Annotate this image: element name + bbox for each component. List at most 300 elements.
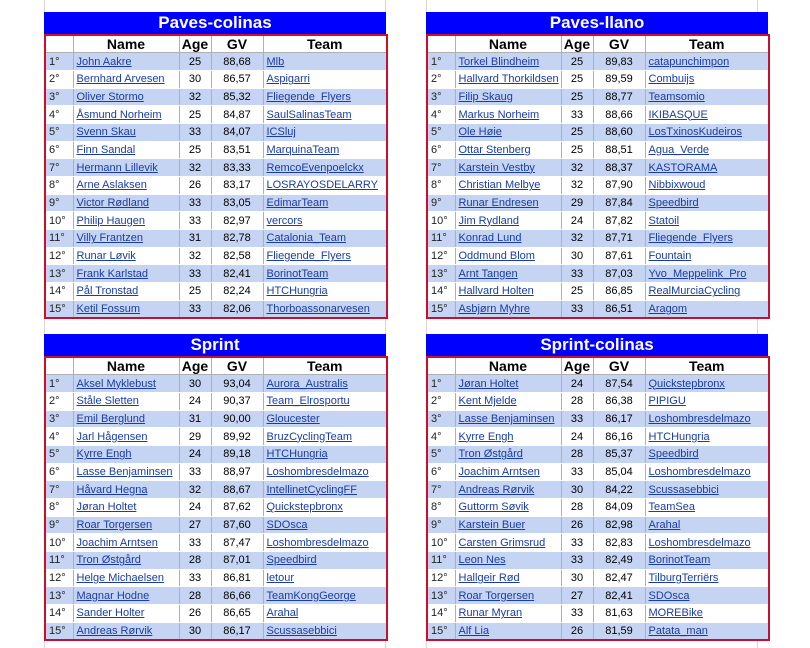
rider-link[interactable]: Leon Nes xyxy=(455,552,561,570)
team-link[interactable]: Aragom xyxy=(645,300,769,318)
table-title: Paves-llano xyxy=(426,12,768,34)
rider-link[interactable]: Aksel Myklebust xyxy=(73,375,179,393)
rider-link[interactable]: Bernhard Arvesen xyxy=(73,70,179,88)
header-team: Team xyxy=(645,357,769,375)
rider-link[interactable]: Christian Melbye xyxy=(455,177,561,195)
table-row xyxy=(427,481,769,499)
gv-cell: 88,68 xyxy=(211,53,263,71)
age-cell: 27 xyxy=(561,587,593,605)
table-row xyxy=(45,445,387,463)
rider-link[interactable]: Konrad Lund xyxy=(455,230,561,248)
rank-cell: 12° xyxy=(45,247,73,265)
rank-cell: 9° xyxy=(45,516,73,534)
team-link[interactable]: Catalonia_Team xyxy=(263,230,387,248)
rank-cell: 14° xyxy=(45,605,73,623)
table-row xyxy=(45,88,387,106)
rank-cell: 8° xyxy=(427,177,455,195)
team-link[interactable]: Fliegende_Flyers xyxy=(263,247,387,265)
team-link[interactable]: HTCHungria xyxy=(645,428,769,446)
team-link[interactable]: Gloucester xyxy=(263,410,387,428)
rank-cell: 8° xyxy=(427,499,455,517)
rider-link[interactable]: Arne Aslaksen xyxy=(73,177,179,195)
rank-cell: 1° xyxy=(45,375,73,393)
gv-cell: 87,82 xyxy=(593,212,645,230)
gv-cell: 82,58 xyxy=(211,247,263,265)
rank-cell: 14° xyxy=(427,283,455,301)
gv-cell: 82,41 xyxy=(593,587,645,605)
rank-cell: 15° xyxy=(427,622,455,640)
age-cell: 31 xyxy=(179,410,211,428)
rider-link[interactable]: Ståle Sletten xyxy=(73,392,179,410)
table-row xyxy=(427,587,769,605)
gv-cell: 83,17 xyxy=(211,177,263,195)
rider-link[interactable]: Ole Høie xyxy=(455,123,561,141)
rank-cell: 1° xyxy=(427,53,455,71)
rank-cell: 7° xyxy=(45,159,73,177)
team-link[interactable]: Scussasebbici xyxy=(263,622,387,640)
table-row xyxy=(45,499,387,517)
table-row xyxy=(45,534,387,552)
table-row xyxy=(45,141,387,159)
rider-link[interactable]: Jøran Holtet xyxy=(455,375,561,393)
table-row xyxy=(45,392,387,410)
gv-cell: 83,51 xyxy=(211,141,263,159)
table-row xyxy=(427,516,769,534)
table-title: Paves-colinas xyxy=(44,12,386,34)
rider-link[interactable]: Tron Østgård xyxy=(455,445,561,463)
rank-cell: 2° xyxy=(427,70,455,88)
gv-cell: 87,60 xyxy=(211,516,263,534)
table-row xyxy=(427,552,769,570)
team-link[interactable]: Loshombresdelmazo xyxy=(645,534,769,552)
table-row xyxy=(427,194,769,212)
rank-cell: 7° xyxy=(427,159,455,177)
team-link[interactable]: Arahal xyxy=(263,605,387,623)
team-link[interactable]: LOSRAYOSDELARRY xyxy=(263,177,387,195)
age-cell: 28 xyxy=(179,552,211,570)
gv-cell: 89,92 xyxy=(211,428,263,446)
rider-link[interactable]: Oliver Stormo xyxy=(73,88,179,106)
table-row xyxy=(45,53,387,71)
team-link[interactable]: Mlb xyxy=(263,53,387,71)
header-rank xyxy=(45,35,73,53)
age-cell: 25 xyxy=(561,88,593,106)
table-row xyxy=(45,265,387,283)
gv-cell: 82,78 xyxy=(211,230,263,248)
table-row xyxy=(427,247,769,265)
header-rank xyxy=(427,357,455,375)
rider-link[interactable]: Joachim Arntsen xyxy=(455,463,561,481)
table-row xyxy=(45,587,387,605)
gv-cell: 85,32 xyxy=(211,88,263,106)
age-cell: 24 xyxy=(561,428,593,446)
gv-cell: 89,18 xyxy=(211,445,263,463)
team-link[interactable]: Fliegende_Flyers xyxy=(645,230,769,248)
table-row xyxy=(45,300,387,318)
team-link[interactable]: EdimarTeam xyxy=(263,194,387,212)
rider-link[interactable]: Helge Michaelsen xyxy=(73,569,179,587)
team-link[interactable]: Yvo_Meppelink_Pro xyxy=(645,265,769,283)
rider-link[interactable]: Jøran Holtet xyxy=(73,499,179,517)
team-link[interactable]: SDOsca xyxy=(645,587,769,605)
rank-cell: 10° xyxy=(427,534,455,552)
table-row xyxy=(427,605,769,623)
ranking-table xyxy=(426,356,770,641)
team-link[interactable]: Team_Elrosportu xyxy=(263,392,387,410)
team-link[interactable]: RemcoEvenpoelckx xyxy=(263,159,387,177)
team-link[interactable]: HTCHungria xyxy=(263,445,387,463)
rank-cell: 11° xyxy=(45,230,73,248)
gv-cell: 86,57 xyxy=(211,70,263,88)
gv-cell: 89,83 xyxy=(593,53,645,71)
team-link[interactable]: Loshombresdelmazo xyxy=(645,463,769,481)
team-link[interactable]: Nibbixwoud xyxy=(645,177,769,195)
rider-link[interactable]: Frank Karlstad xyxy=(73,265,179,283)
rider-link[interactable]: John Aakre xyxy=(73,53,179,71)
table-row xyxy=(427,283,769,301)
rider-link[interactable]: Ketil Fossum xyxy=(73,300,179,318)
rank-cell: 5° xyxy=(427,123,455,141)
header-name: Name xyxy=(73,357,179,375)
rider-link[interactable]: Pål Tronstad xyxy=(73,283,179,301)
rider-link[interactable]: Hallgeir Rød xyxy=(455,569,561,587)
table-row xyxy=(427,375,769,393)
gv-cell: 87,62 xyxy=(211,499,263,517)
team-link[interactable]: Teamsomio xyxy=(645,88,769,106)
team-link[interactable]: BorinotTeam xyxy=(263,265,387,283)
team-link[interactable]: BruzCyclingTeam xyxy=(263,428,387,446)
header-name: Name xyxy=(73,35,179,53)
gv-cell: 82,06 xyxy=(211,300,263,318)
rank-cell: 11° xyxy=(427,230,455,248)
age-cell: 33 xyxy=(179,463,211,481)
header-age: Age xyxy=(561,35,593,53)
table-row xyxy=(45,123,387,141)
gv-cell: 85,37 xyxy=(593,445,645,463)
table-row xyxy=(427,534,769,552)
table-row xyxy=(45,159,387,177)
gv-cell: 86,17 xyxy=(211,622,263,640)
team-link[interactable]: IntellinetCyclingFF xyxy=(263,481,387,499)
header-age: Age xyxy=(179,35,211,53)
age-cell: 32 xyxy=(561,159,593,177)
rank-cell: 12° xyxy=(427,247,455,265)
gv-cell: 86,16 xyxy=(593,428,645,446)
team-link[interactable]: RealMurciaCycling xyxy=(645,283,769,301)
age-cell: 24 xyxy=(561,375,593,393)
gv-cell: 84,87 xyxy=(211,106,263,124)
age-cell: 24 xyxy=(179,392,211,410)
header-row xyxy=(45,35,387,53)
table-row xyxy=(427,463,769,481)
table-row xyxy=(427,123,769,141)
rank-cell: 14° xyxy=(45,283,73,301)
header-gv: GV xyxy=(211,357,263,375)
rank-cell: 13° xyxy=(45,587,73,605)
rider-link[interactable]: Alf Lia xyxy=(455,622,561,640)
rank-cell: 11° xyxy=(45,552,73,570)
rank-cell: 5° xyxy=(45,445,73,463)
rank-cell: 4° xyxy=(427,106,455,124)
age-cell: 30 xyxy=(179,70,211,88)
rider-link[interactable]: Andreas Rørvik xyxy=(455,481,561,499)
team-link[interactable]: HTCHungria xyxy=(263,283,387,301)
gv-cell: 86,38 xyxy=(593,392,645,410)
team-link[interactable]: vercors xyxy=(263,212,387,230)
header-row xyxy=(427,35,769,53)
rider-link[interactable]: Filip Skaug xyxy=(455,88,561,106)
team-link[interactable]: MarquinaTeam xyxy=(263,141,387,159)
rank-cell: 8° xyxy=(45,499,73,517)
age-cell: 32 xyxy=(179,481,211,499)
age-cell: 30 xyxy=(561,569,593,587)
table-row xyxy=(45,552,387,570)
rank-cell: 8° xyxy=(45,177,73,195)
age-cell: 27 xyxy=(179,516,211,534)
gv-cell: 88,66 xyxy=(593,106,645,124)
rank-cell: 13° xyxy=(45,265,73,283)
rank-cell: 7° xyxy=(45,481,73,499)
age-cell: 26 xyxy=(561,622,593,640)
age-cell: 25 xyxy=(561,70,593,88)
team-link[interactable]: Agua_Verde xyxy=(645,141,769,159)
team-link[interactable]: Scussasebbici xyxy=(645,481,769,499)
rider-link[interactable]: Victor Rødland xyxy=(73,194,179,212)
rider-link[interactable]: Villy Frantzen xyxy=(73,230,179,248)
table-row xyxy=(45,481,387,499)
rider-link[interactable]: Roar Torgersen xyxy=(455,587,561,605)
rider-link[interactable]: Magnar Hodne xyxy=(73,587,179,605)
rider-link[interactable]: Runar Myran xyxy=(455,605,561,623)
team-link[interactable]: MOREBike xyxy=(645,605,769,623)
rider-link[interactable]: Tron Østgård xyxy=(73,552,179,570)
table-row xyxy=(427,212,769,230)
table-row xyxy=(45,428,387,446)
team-link[interactable]: IKIBASQUE xyxy=(645,106,769,124)
header-rank xyxy=(45,357,73,375)
age-cell: 33 xyxy=(561,605,593,623)
age-cell: 24 xyxy=(179,499,211,517)
rider-link[interactable]: Svenn Skau xyxy=(73,123,179,141)
age-cell: 33 xyxy=(561,534,593,552)
rider-link[interactable]: Lasse Benjaminsen xyxy=(73,463,179,481)
rider-link[interactable]: Torkel Blindheim xyxy=(455,53,561,71)
team-link[interactable]: BorinotTeam xyxy=(645,552,769,570)
team-link[interactable]: LosTxinosKudeiros xyxy=(645,123,769,141)
table-row xyxy=(45,106,387,124)
rank-cell: 10° xyxy=(45,534,73,552)
header-gv: GV xyxy=(593,357,645,375)
rider-link[interactable]: Håvard Hegna xyxy=(73,481,179,499)
rider-link[interactable]: Ottar Stenberg xyxy=(455,141,561,159)
age-cell: 32 xyxy=(179,159,211,177)
rank-cell: 5° xyxy=(45,123,73,141)
gv-cell: 82,41 xyxy=(211,265,263,283)
team-link[interactable]: Thorboassonarvesen xyxy=(263,300,387,318)
table-row xyxy=(427,569,769,587)
ranking-table xyxy=(426,34,770,319)
team-link[interactable]: TeamSea xyxy=(645,499,769,517)
gv-cell: 90,37 xyxy=(211,392,263,410)
table-row xyxy=(427,177,769,195)
rank-cell: 6° xyxy=(427,141,455,159)
gv-cell: 81,63 xyxy=(593,605,645,623)
rider-link[interactable]: Oddmund Blom xyxy=(455,247,561,265)
team-link[interactable]: SDOsca xyxy=(263,516,387,534)
rank-cell: 12° xyxy=(427,569,455,587)
age-cell: 30 xyxy=(561,481,593,499)
table-row xyxy=(427,499,769,517)
rider-link[interactable]: Hallvard Holten xyxy=(455,283,561,301)
team-link[interactable]: Loshombresdelmazo xyxy=(645,410,769,428)
table-row xyxy=(427,53,769,71)
team-link[interactable]: Speedbird xyxy=(645,194,769,212)
gv-cell: 82,47 xyxy=(593,569,645,587)
gv-cell: 87,61 xyxy=(593,247,645,265)
table-row xyxy=(45,605,387,623)
age-cell: 30 xyxy=(561,247,593,265)
rank-cell: 9° xyxy=(427,194,455,212)
age-cell: 33 xyxy=(561,265,593,283)
team-link[interactable]: Statoil xyxy=(645,212,769,230)
team-link[interactable]: catapunchimpon xyxy=(645,53,769,71)
team-link[interactable]: Loshombresdelmazo xyxy=(263,463,387,481)
age-cell: 24 xyxy=(179,445,211,463)
table-row xyxy=(427,428,769,446)
age-cell: 28 xyxy=(561,392,593,410)
age-cell: 33 xyxy=(561,300,593,318)
age-cell: 30 xyxy=(179,622,211,640)
rank-cell: 3° xyxy=(45,410,73,428)
age-cell: 33 xyxy=(561,106,593,124)
rider-link[interactable]: Runar Endresen xyxy=(455,194,561,212)
team-link[interactable]: Aurora_Australis xyxy=(263,375,387,393)
table-row xyxy=(45,247,387,265)
team-link[interactable]: TeamKongGeorge xyxy=(263,587,387,605)
gv-cell: 88,97 xyxy=(211,463,263,481)
rider-link[interactable]: Markus Norheim xyxy=(455,106,561,124)
team-link[interactable]: Speedbird xyxy=(263,552,387,570)
rider-link[interactable]: Finn Sandal xyxy=(73,141,179,159)
team-link[interactable]: TilburgTerriërs xyxy=(645,569,769,587)
rider-link[interactable]: Asbjørn Myhre xyxy=(455,300,561,318)
rider-link[interactable]: Roar Torgersen xyxy=(73,516,179,534)
age-cell: 33 xyxy=(179,300,211,318)
age-cell: 33 xyxy=(561,410,593,428)
rider-link[interactable]: Jim Rydland xyxy=(455,212,561,230)
team-link[interactable]: PIPIGU xyxy=(645,392,769,410)
header-gv: GV xyxy=(593,35,645,53)
header-team: Team xyxy=(263,357,387,375)
header-age: Age xyxy=(561,357,593,375)
team-link[interactable]: SaulSalinasTeam xyxy=(263,106,387,124)
table-row xyxy=(427,141,769,159)
rider-link[interactable]: Joachim Arntsen xyxy=(73,534,179,552)
team-link[interactable]: KASTORAMA xyxy=(645,159,769,177)
age-cell: 26 xyxy=(179,605,211,623)
rank-cell: 11° xyxy=(427,552,455,570)
ranking-panel xyxy=(44,12,386,319)
team-link[interactable]: Quickstepbronx xyxy=(645,375,769,393)
rank-cell: 2° xyxy=(45,392,73,410)
rank-cell: 13° xyxy=(427,265,455,283)
team-link[interactable]: Patata_man xyxy=(645,622,769,640)
rider-link[interactable]: Carsten Grimsrud xyxy=(455,534,561,552)
team-link[interactable]: ICSluj xyxy=(263,123,387,141)
age-cell: 33 xyxy=(561,463,593,481)
age-cell: 25 xyxy=(179,106,211,124)
rider-link[interactable]: Emil Berglund xyxy=(73,410,179,428)
table-row xyxy=(427,230,769,248)
rider-link[interactable]: Arnt Tangen xyxy=(455,265,561,283)
team-link[interactable]: Combuijs xyxy=(645,70,769,88)
rider-link[interactable]: Hermann Lillevik xyxy=(73,159,179,177)
table-row xyxy=(427,159,769,177)
team-link[interactable]: Aspigarri xyxy=(263,70,387,88)
gv-cell: 88,77 xyxy=(593,88,645,106)
rider-link[interactable]: Karstein Buer xyxy=(455,516,561,534)
team-link[interactable]: Fliegende_Flyers xyxy=(263,88,387,106)
team-link[interactable]: Speedbird xyxy=(645,445,769,463)
age-cell: 32 xyxy=(561,230,593,248)
gv-cell: 88,67 xyxy=(211,481,263,499)
ranking-panel xyxy=(426,12,768,319)
gv-cell: 81,59 xyxy=(593,622,645,640)
gv-cell: 87,47 xyxy=(211,534,263,552)
rider-link[interactable]: Sander Holter xyxy=(73,605,179,623)
rider-link[interactable]: Lasse Benjaminsen xyxy=(455,410,561,428)
rider-link[interactable]: Hallvard Thorkildsen xyxy=(455,70,561,88)
rider-link[interactable]: Karstein Vestby xyxy=(455,159,561,177)
rider-link[interactable]: Kyrre Engh xyxy=(455,428,561,446)
table-row xyxy=(45,463,387,481)
gv-cell: 87,71 xyxy=(593,230,645,248)
team-link[interactable]: Fountain xyxy=(645,247,769,265)
rider-link[interactable]: Kent Mjelde xyxy=(455,392,561,410)
rider-link[interactable]: Åsmund Norheim xyxy=(73,106,179,124)
age-cell: 32 xyxy=(179,247,211,265)
table-row xyxy=(45,410,387,428)
rank-cell: 2° xyxy=(427,392,455,410)
rider-link[interactable]: Andreas Rørvik xyxy=(73,622,179,640)
team-link[interactable]: Quickstepbronx xyxy=(263,499,387,517)
gv-cell: 86,66 xyxy=(211,587,263,605)
table-title: Sprint xyxy=(44,334,386,356)
team-link[interactable]: letour xyxy=(263,569,387,587)
rider-link[interactable]: Runar Løvik xyxy=(73,247,179,265)
rider-link[interactable]: Guttorm Søvik xyxy=(455,499,561,517)
table-row xyxy=(427,265,769,283)
header-row xyxy=(427,357,769,375)
rank-cell: 3° xyxy=(427,88,455,106)
gv-cell: 87,90 xyxy=(593,177,645,195)
gv-cell: 93,04 xyxy=(211,375,263,393)
gv-cell: 82,24 xyxy=(211,283,263,301)
rank-cell: 1° xyxy=(45,53,73,71)
age-cell: 28 xyxy=(561,499,593,517)
team-link[interactable]: Arahal xyxy=(645,516,769,534)
rank-cell: 13° xyxy=(427,587,455,605)
team-link[interactable]: Loshombresdelmazo xyxy=(263,534,387,552)
rank-cell: 6° xyxy=(45,463,73,481)
rider-link[interactable]: Jarl Hågensen xyxy=(73,428,179,446)
table-row xyxy=(427,106,769,124)
gv-cell: 86,51 xyxy=(593,300,645,318)
ranking-table xyxy=(44,34,388,319)
rider-link[interactable]: Philip Haugen xyxy=(73,212,179,230)
rider-link[interactable]: Kyrre Engh xyxy=(73,445,179,463)
gv-cell: 86,85 xyxy=(593,283,645,301)
